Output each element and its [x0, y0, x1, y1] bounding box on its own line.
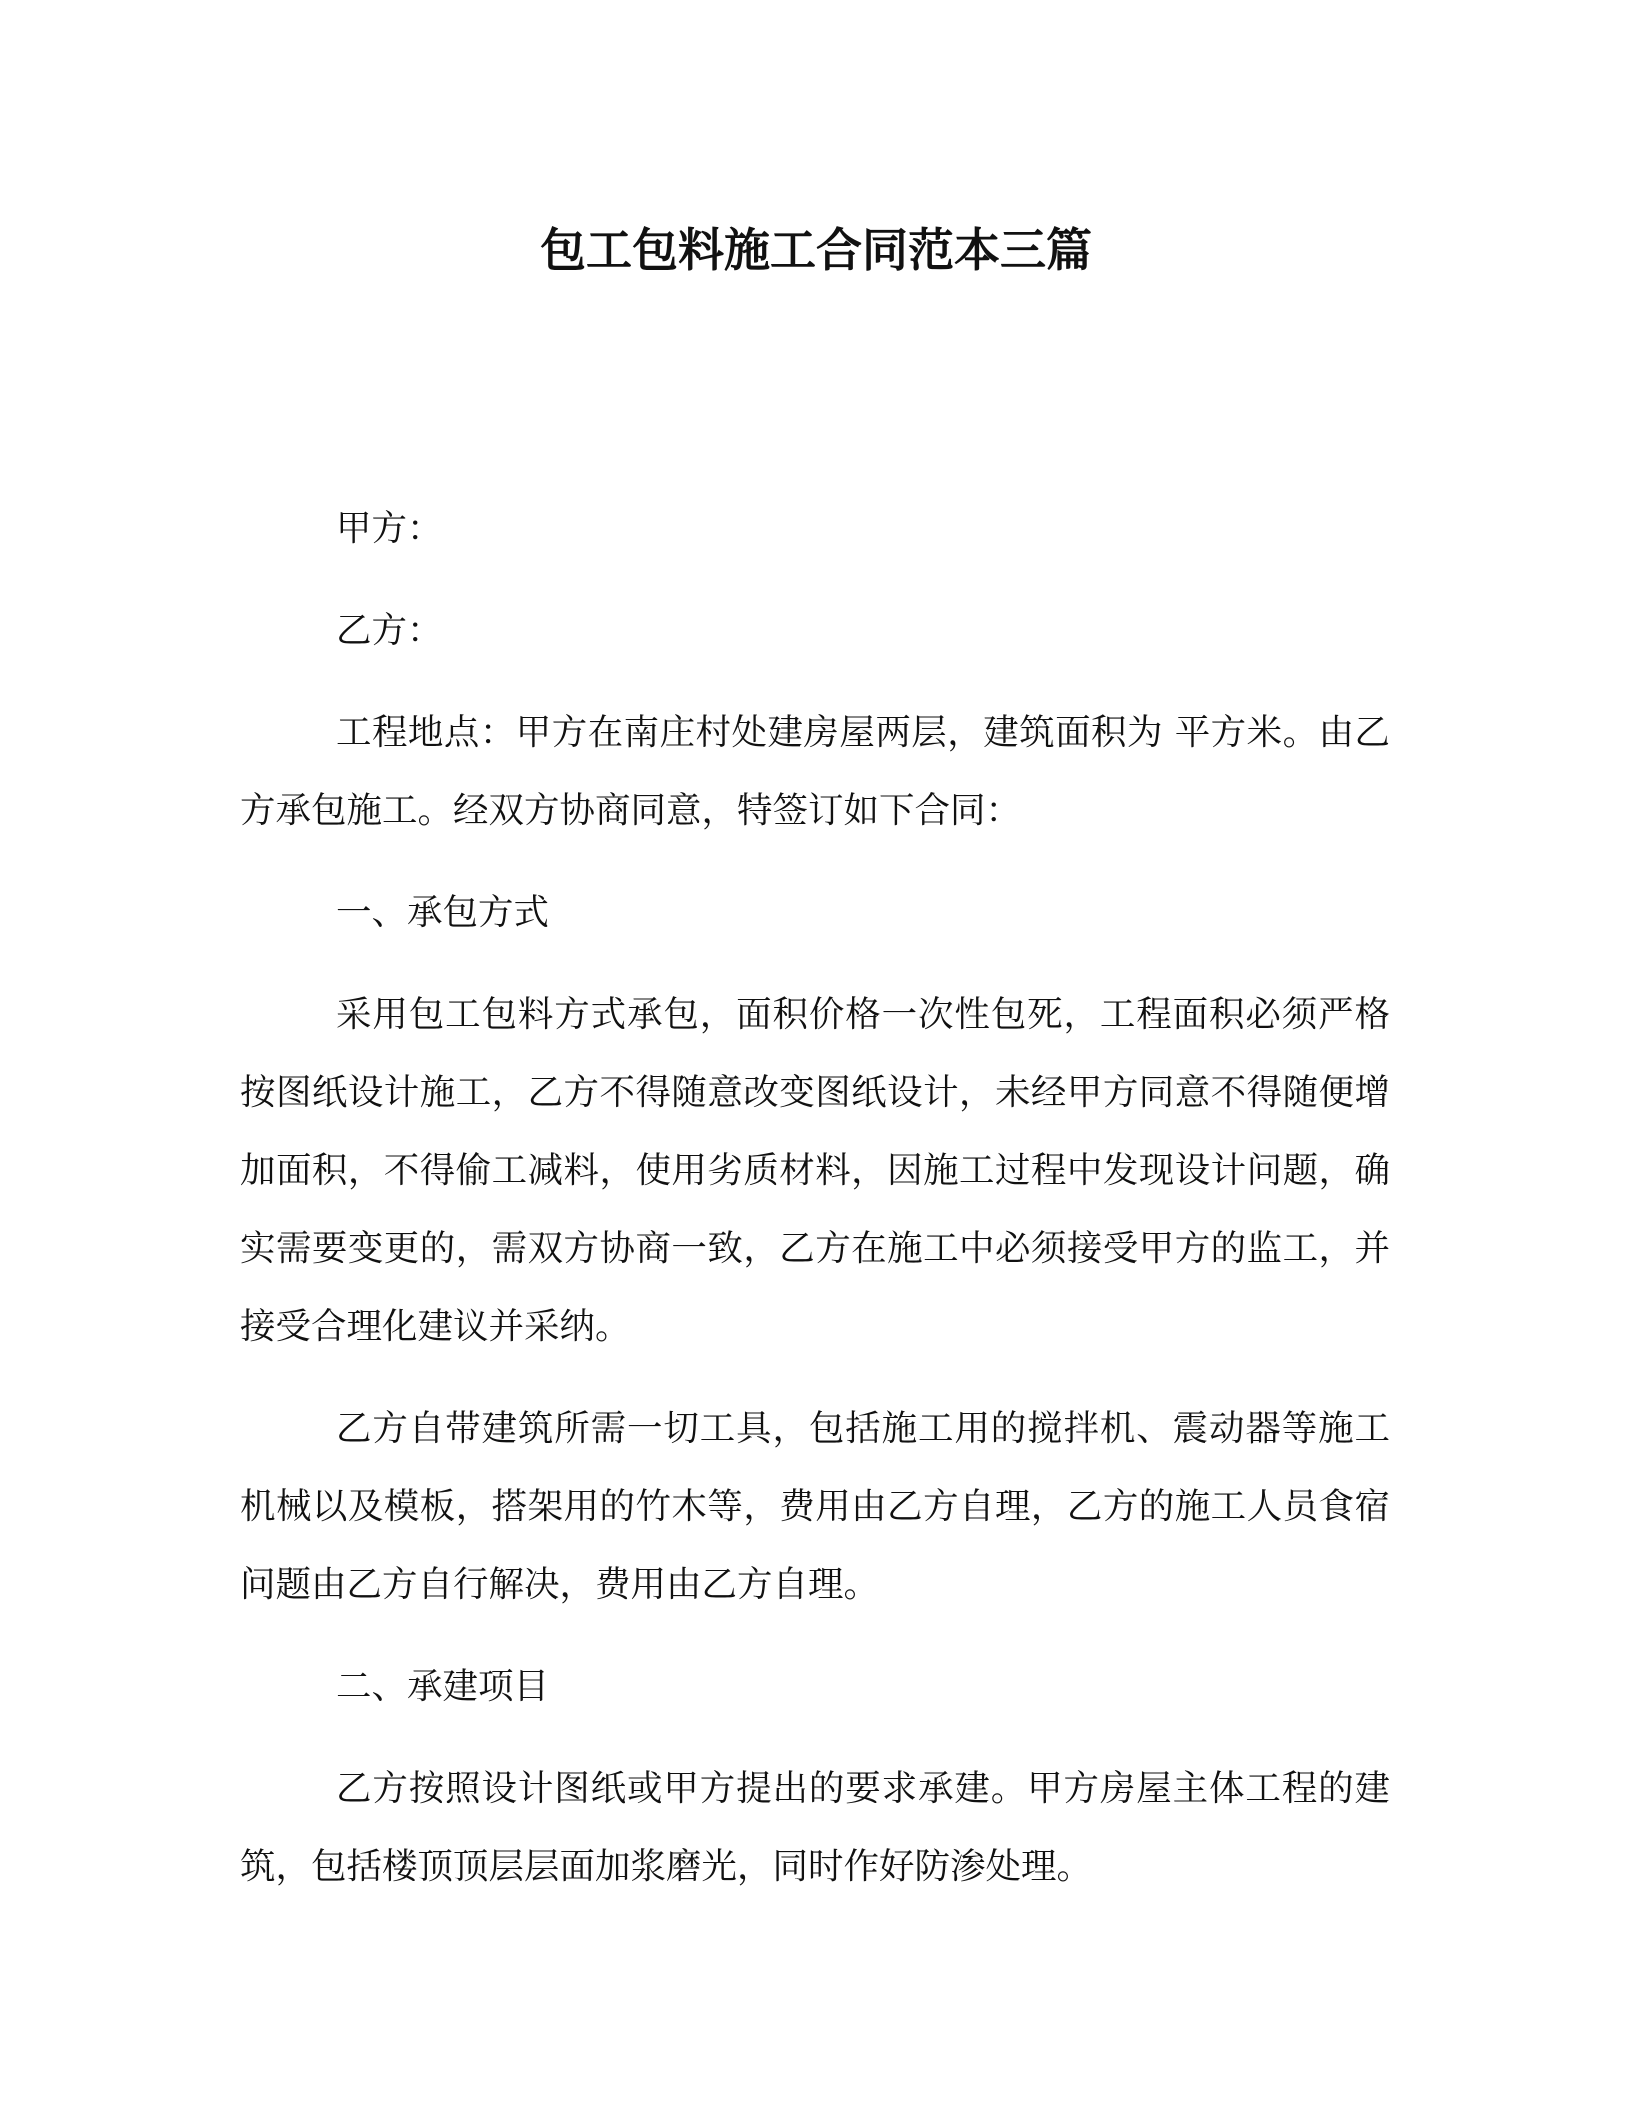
contract-method-paragraph: 采用包工包料方式承包，面积价格一次性包死，工程面积必须严格按图纸设计施工，乙方不得随意改变图纸设计，未经甲方同意不得随便增加面积，不得偷工减料，使用劣质材料，因施工过程中发现设计问题，确实需要变更的，需双方协商一致，乙方在施工中必须接受甲方的监工，并接受合理化建议并采纳。 — [240, 994, 1390, 1347]
tools-paragraph: 乙方自带建筑所需一切工具，包括施工用的搅拌机、震动器等施工机械以及模板，搭架用的竹木等，费用由乙方自理，乙方的施工人员食宿问题由乙方自行解决，费用由乙方自理。 — [240, 1408, 1390, 1605]
section-heading-construction-items: 二、承建项目 — [336, 1666, 550, 1707]
party-b-line: 乙方： — [336, 610, 443, 651]
party-a-line: 甲方： — [336, 508, 443, 549]
document-title: 包工包料施工合同范本三篇 — [540, 223, 1092, 277]
section-heading-contract-method: 一、承包方式 — [336, 892, 550, 933]
construction-items-paragraph: 乙方按照设计图纸或甲方提出的要求承建。甲方房屋主体工程的建筑，包括楼顶顶层层面加浆磨光，同时作好防渗处理。 — [240, 1768, 1390, 1887]
project-location-paragraph: 工程地点：甲方在南庄村处建房屋两层，建筑面积为 平方米。由乙方承包施工。经双方协商同意，特签订如下合同： — [240, 712, 1390, 831]
document-body — [240, 490, 1390, 1930]
